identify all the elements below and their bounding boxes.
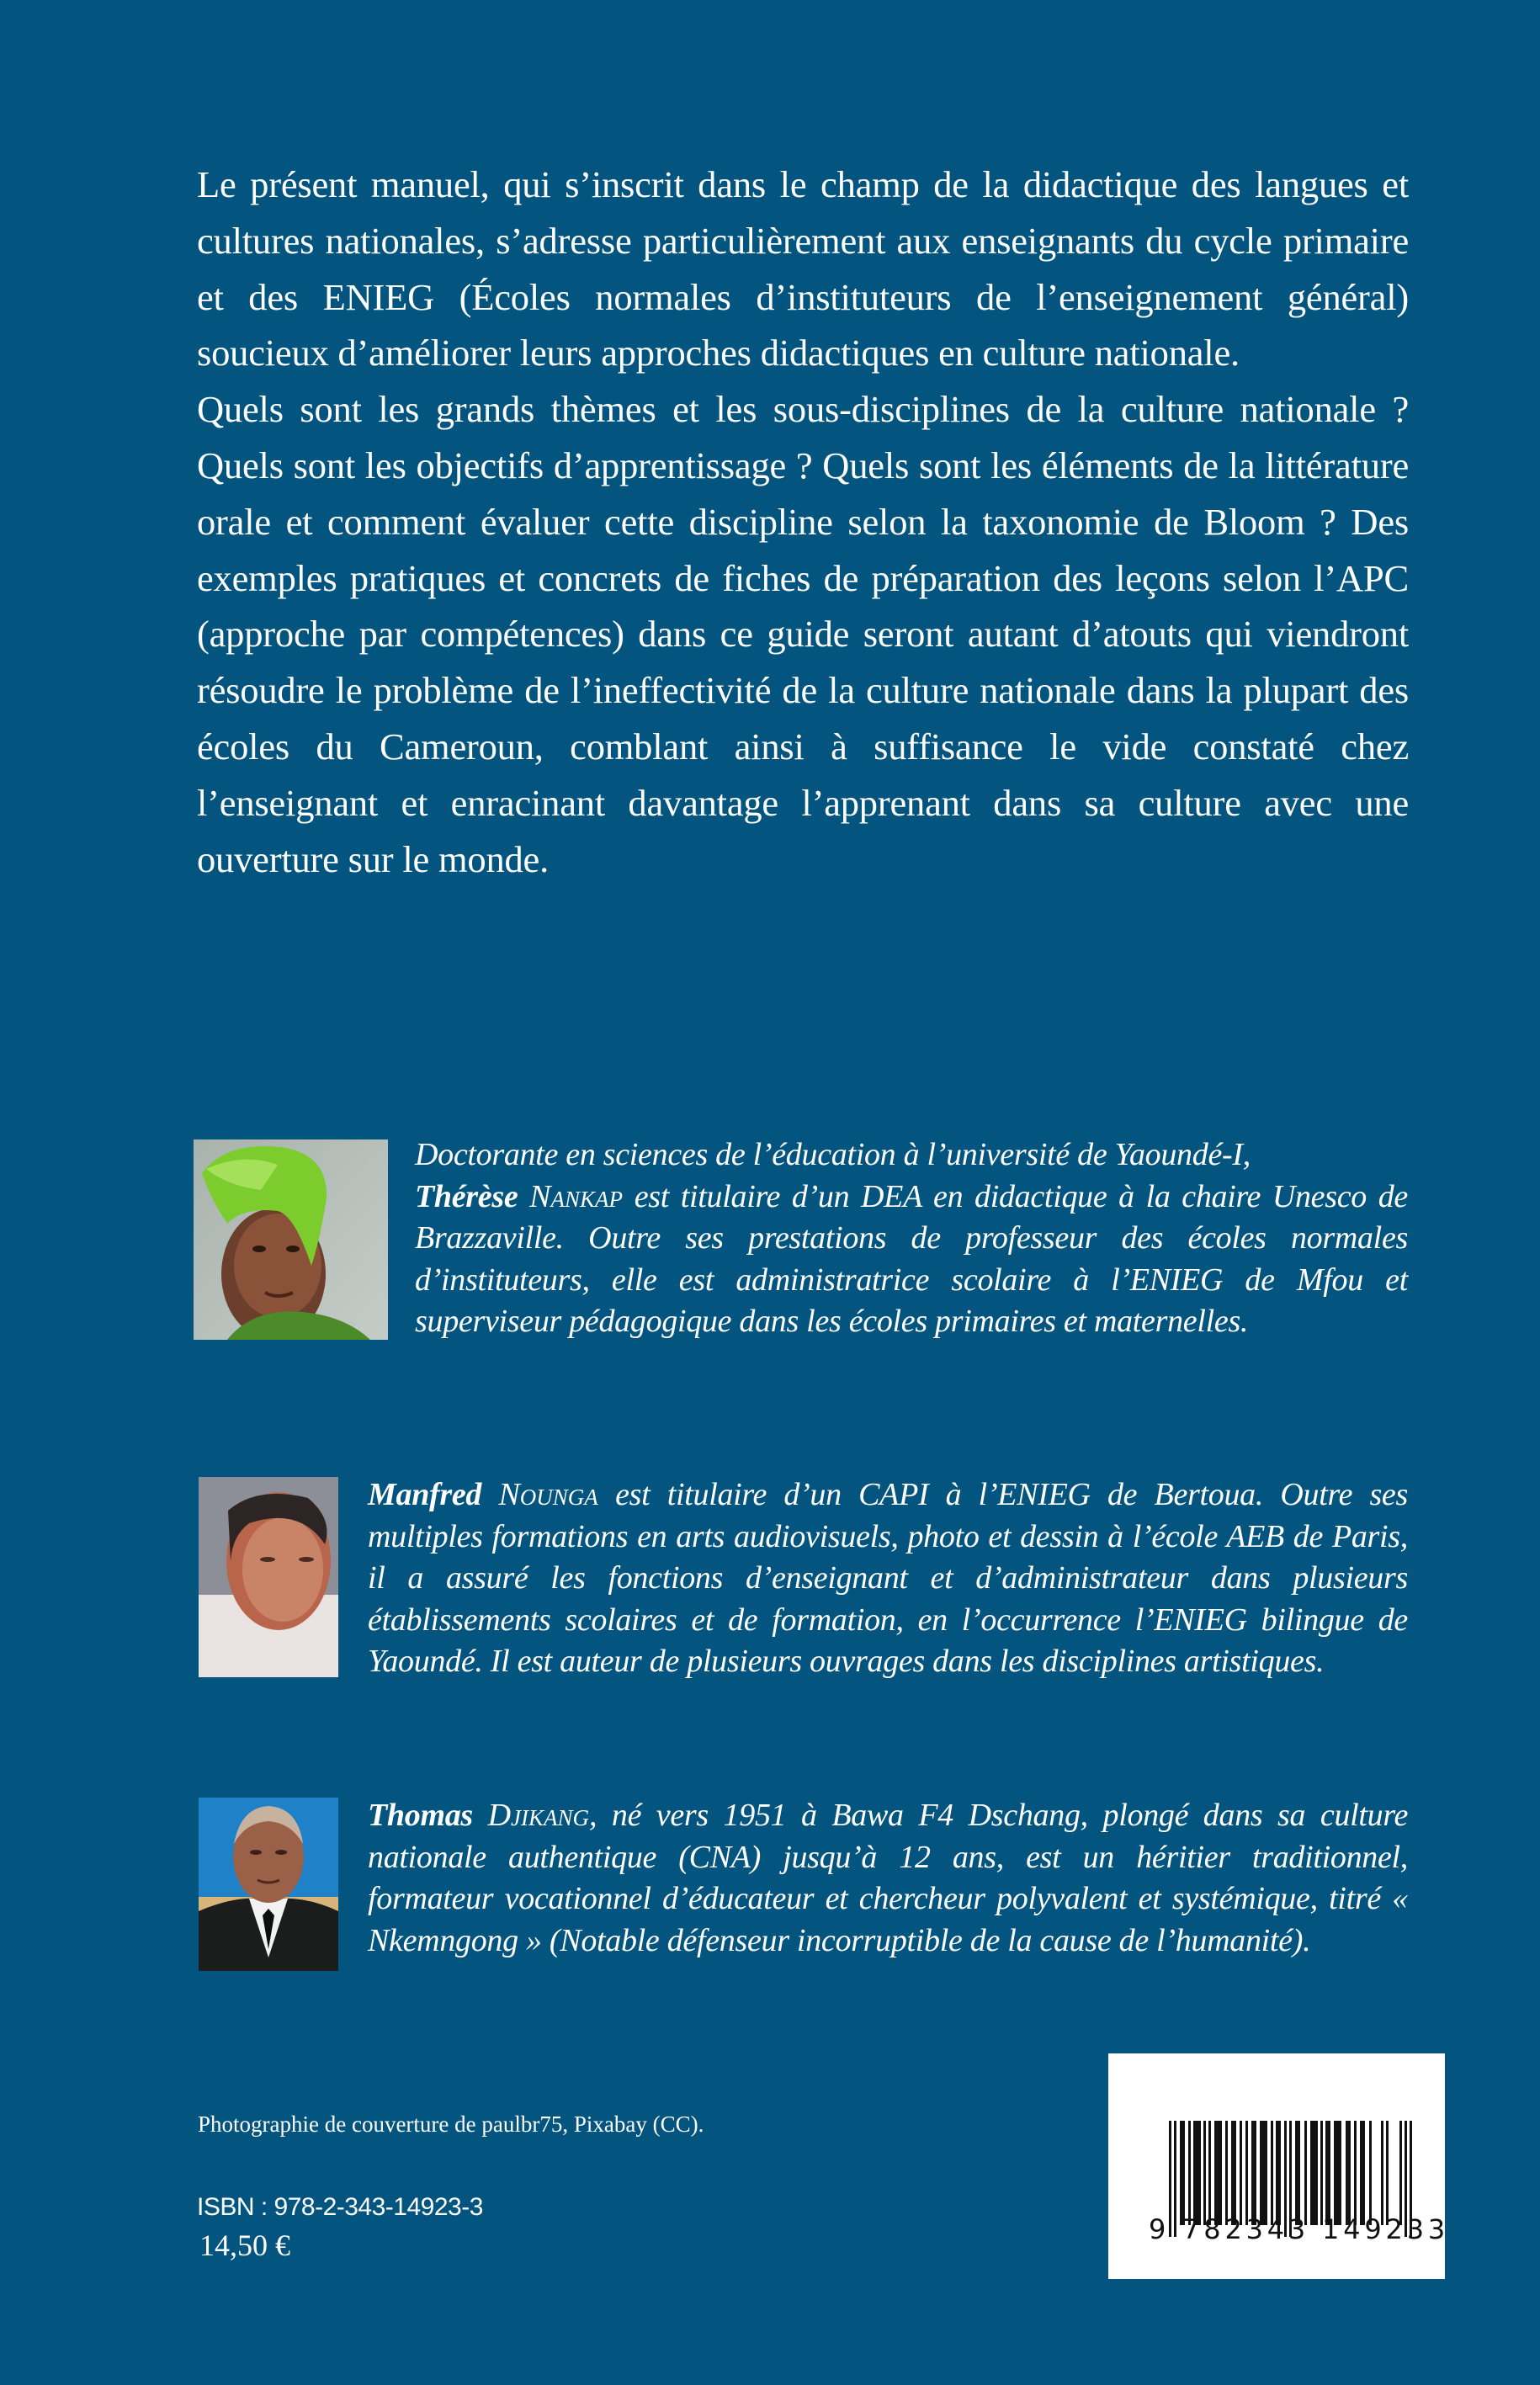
back-cover-blurb: [197, 157, 1409, 887]
price: 14,50 €: [199, 2228, 290, 2262]
author-last-name: Djikang: [487, 1798, 590, 1833]
barcode-digits: 9 782343 149233: [1149, 2213, 1450, 2245]
author-photo-manfred-nounga: [199, 1477, 338, 1677]
author-bio-therese-nankap: [415, 1134, 1408, 1343]
blurb-paragraph-1: Le présent manuel, qui s’inscrit dans le champ de la didactique des langues et cultures nationales, s’adresse particulièrement aux enseignants du cycle primaire et des ENIEG (Écoles normales d’instituteurs de l’enseignement général) soucieux d’améliorer leurs approches didactiques en culture nationale.: [197, 163, 1409, 374]
cover-photo-credit: Photographie de couverture de paulbr75, Pixabay (CC).: [198, 2111, 704, 2137]
author-first-name: Thérèse: [415, 1178, 518, 1214]
author-last-name: Nankap: [529, 1178, 623, 1214]
isbn-barcode: [1108, 2053, 1450, 2279]
isbn: ISBN : 978-2-343-14923-3: [197, 2193, 483, 2221]
author-first-name: Thomas: [368, 1798, 473, 1833]
author-last-name: Nounga: [498, 1477, 598, 1512]
bio-text: , né vers 1951 à Bawa F4 Dschang, plongé dans sa culture nationale authentique (CNA) jusqu’à 12 ans, est un héritier traditionnel, formateur vocationnel d’éducateur et chercheur polyvalent et systémique, titré « Nkemngong » (Notable défenseur incorruptible de la cause de l’humanité).: [368, 1798, 1409, 1958]
author-photo-thomas-djikang: [199, 1798, 338, 1971]
bio-text: est titulaire d’un CAPI à l’ENIEG de Bertoua. Outre ses multiples formations en arts audiovisuels, photo et dessin à l’école AEB de Paris, il a assuré les fonctions d’enseignant et d’administrateur dans plusieurs établissements scolaires et de formation, en l’occurrence l’ENIEG bilingue de Yaoundé. Il est auteur de plusieurs ouvrages dans les disciplines artistiques.: [368, 1477, 1408, 1679]
author-photo-therese-nankap: [194, 1139, 388, 1340]
bio-intro: Doctorante en sciences de l’éducation à l’université de Yaoundé-I,: [415, 1137, 1251, 1172]
author-first-name: Manfred: [368, 1477, 482, 1512]
blurb-paragraph-2: Quels sont les grands thèmes et les sous-disciplines de la culture nationale ? Quels sont les objectifs d’apprentissage ? Quels sont les éléments de la littérature orale et comment évaluer cette discipline selon la taxonomie de Bloom ? Des exemples pratiques et concrets de fiches de préparation des leçons selon l’APC (approche par compétences) dans ce guide seront autant d’atouts qui viendront résoudre le problème de l’ineffectivité de la culture nationale dans la plupart des écoles du Cameroun, comblant ainsi à suffisance le vide constaté chez l’enseignant et enracinant davantage l’apprenant dans sa culture avec une ouverture sur le monde.: [197, 388, 1409, 880]
bio-text: est titulaire d’un DEA en didactique à la chaire Unesco de Brazzaville. Outre ses prestations de professeur des écoles normales d’instituteurs, elle est administratrice scolaire à l’ENIEG de Mfou et superviseur pédagogique dans les écoles primaires et maternelles.: [415, 1178, 1408, 1339]
author-bio-thomas-djikang: [368, 1795, 1408, 1962]
author-bio-manfred-nounga: [368, 1474, 1408, 1683]
